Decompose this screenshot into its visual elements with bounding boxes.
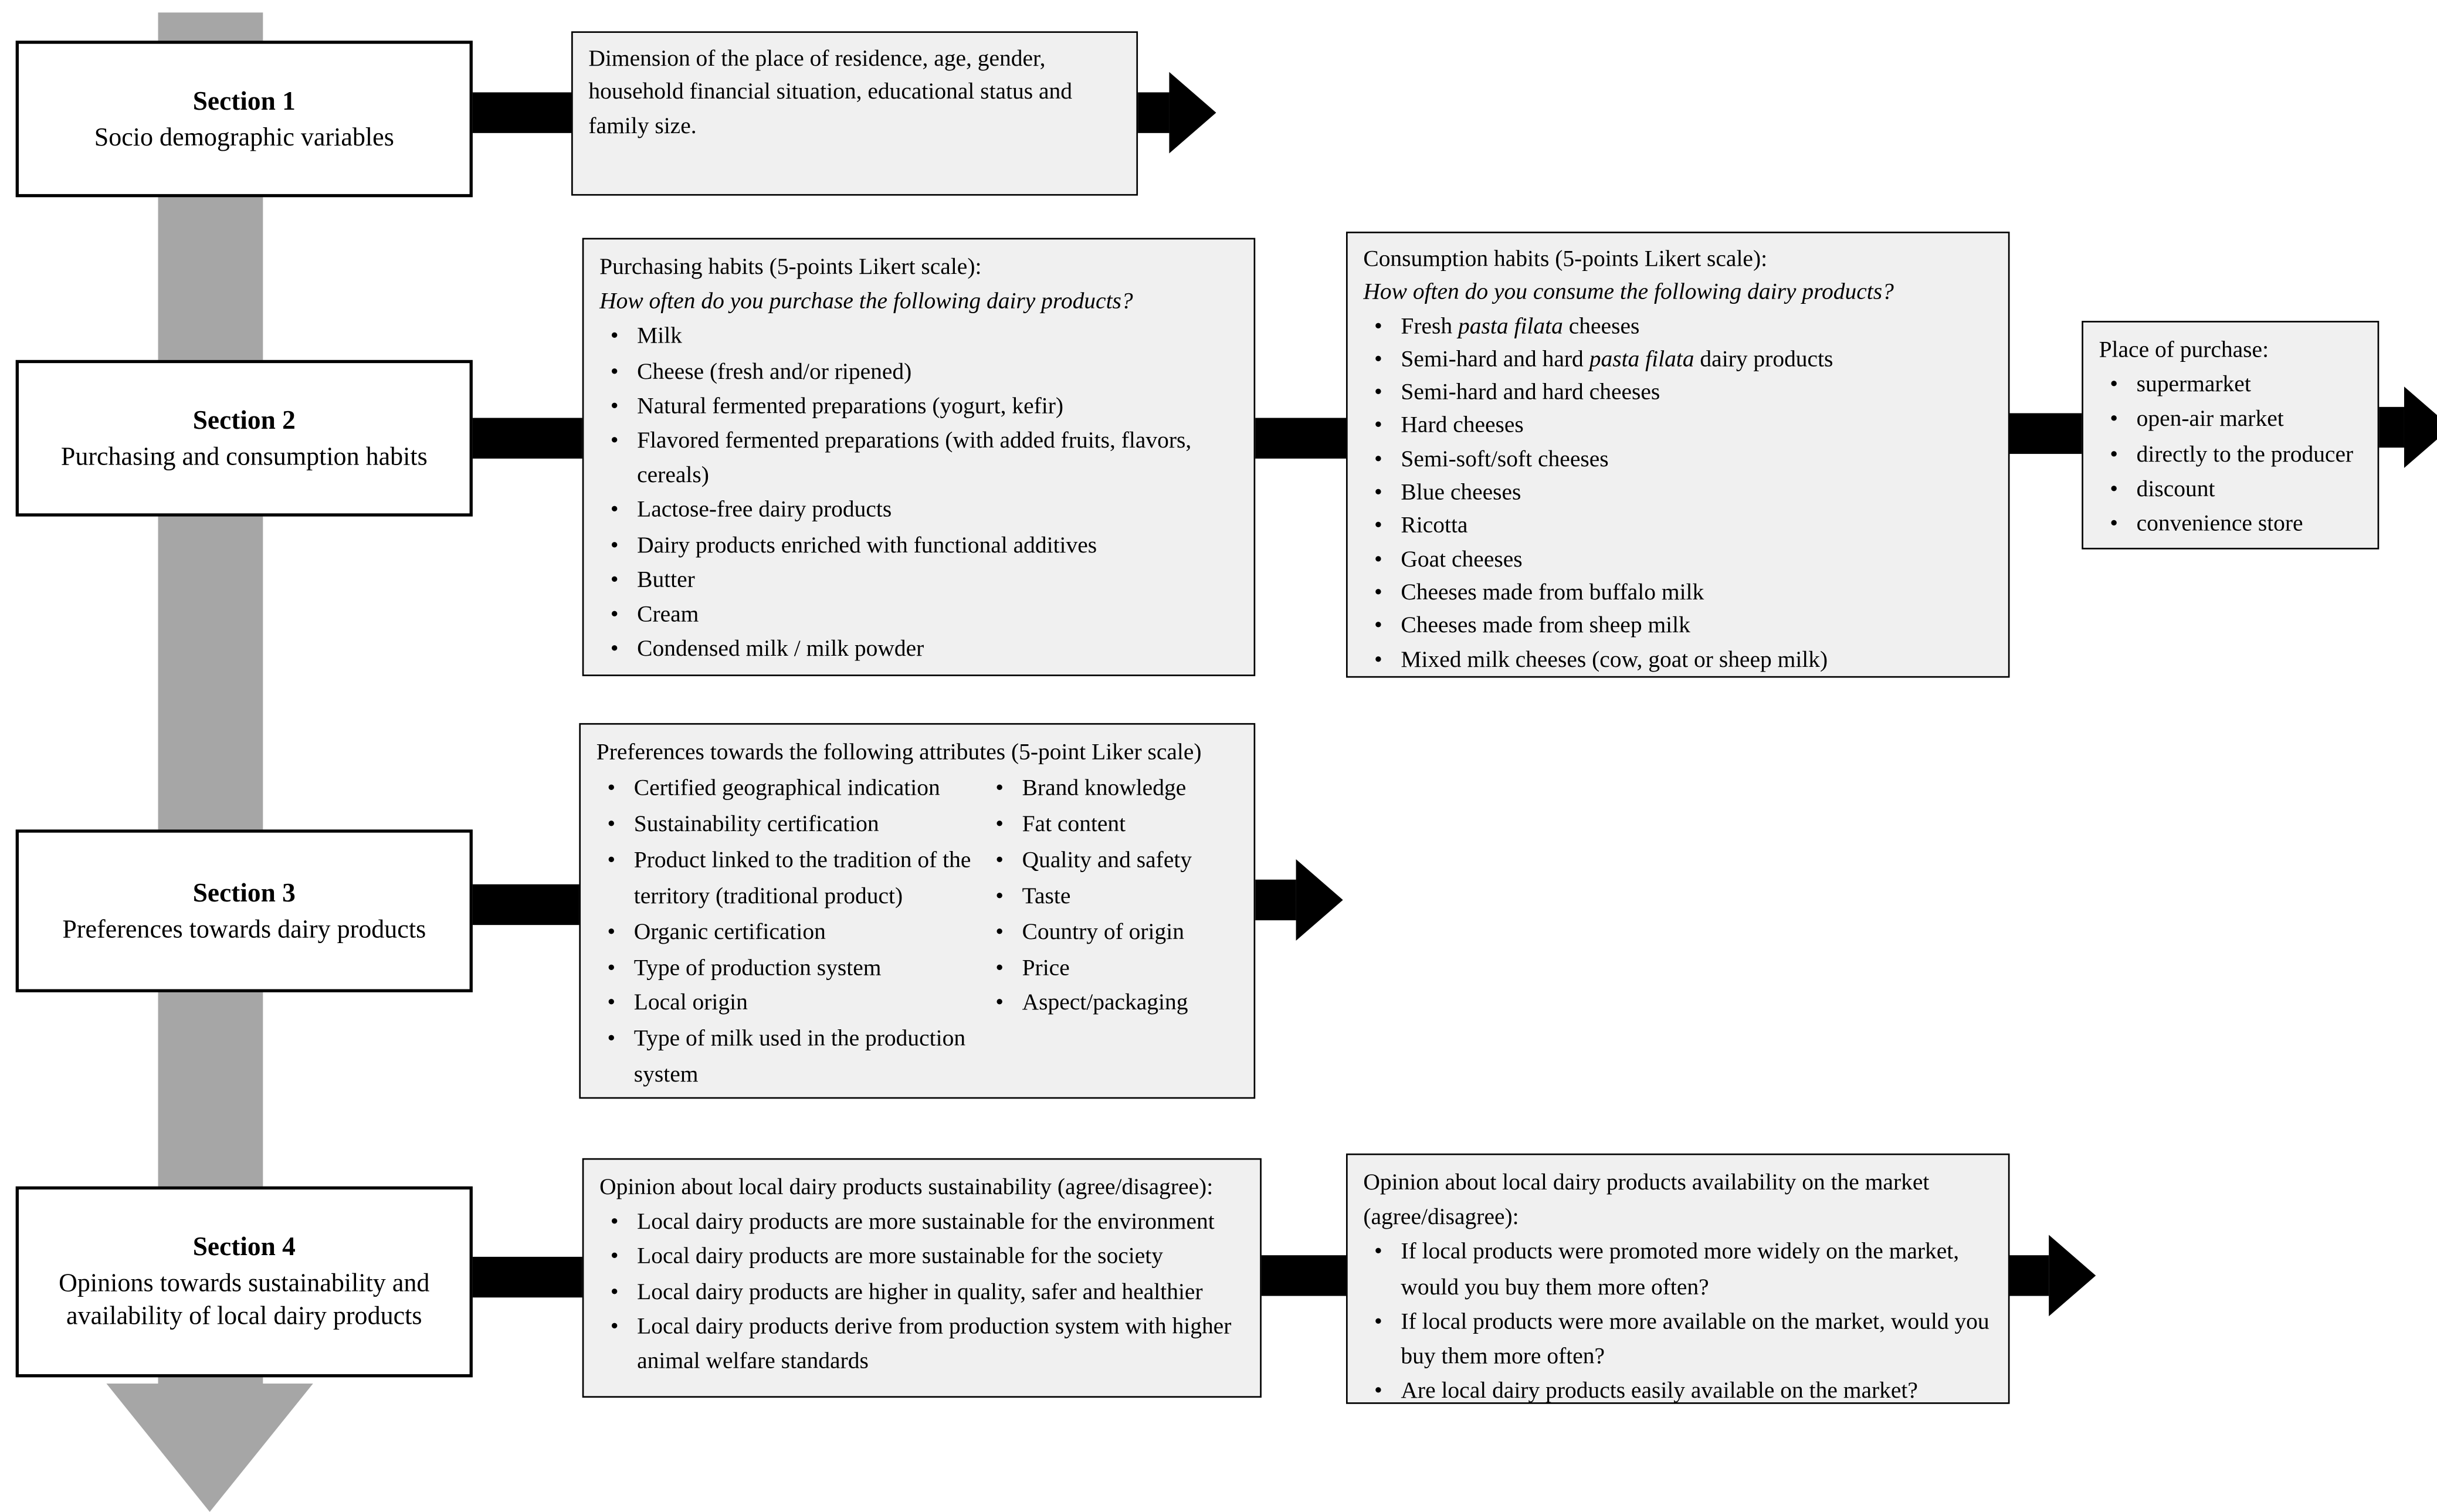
list-item-text: Lactose-free dairy products: [637, 498, 892, 524]
bullet-icon: •: [610, 1314, 619, 1340]
list-item: [1363, 477, 1992, 511]
bullet-icon: •: [607, 991, 616, 1017]
list-item: [599, 563, 1238, 598]
section-3-title: Section 3: [192, 877, 296, 908]
section-4-subtitle: Opinions towards sustainability and availability of local dairy products: [59, 1267, 430, 1331]
bullet-icon: •: [610, 1210, 619, 1236]
connector-section1: [473, 92, 579, 133]
purchasing-habits-box: [582, 238, 1255, 676]
list-item: [1363, 611, 1992, 644]
exit-arrow-row2-shaft: [2376, 407, 2404, 448]
list-item: [1363, 378, 1992, 411]
list-item-text: Taste: [1022, 883, 1071, 909]
list-item: [1363, 1236, 1992, 1305]
section-4-title: Section 4: [192, 1232, 296, 1262]
list-item: [985, 951, 1238, 986]
bullet-icon: •: [607, 1027, 616, 1053]
list-item: [599, 1205, 1244, 1240]
list-item: [2099, 507, 2362, 541]
list-item: [599, 389, 1238, 424]
section-2-subtitle: Purchasing and consumption habits: [60, 440, 428, 471]
list-item-text: Are local dairy products easily available on the market?: [1401, 1379, 1918, 1405]
list-item-text: Type of production system: [633, 955, 882, 981]
bullet-icon: •: [1374, 1379, 1382, 1405]
bullet-icon: •: [1374, 347, 1382, 372]
preferences-left-list: [596, 771, 978, 1094]
preferences-title: Preferences towards the following attributes (5-point Liker scale): [596, 740, 1202, 765]
list-item-text: Local dairy products are higher in quality, safer and healthier: [637, 1279, 1203, 1305]
vertical-flow-arrow-head-icon: [106, 1384, 313, 1512]
list-item: [985, 771, 1238, 807]
list-item: [985, 879, 1238, 915]
list-item-text: Local origin: [633, 991, 748, 1017]
list-item-text: Milk: [637, 324, 682, 350]
purchasing-title: Purchasing habits (5-points Likert scale):: [599, 255, 982, 280]
list-item-text: Product linked to the tradition of the territory (traditional product): [633, 847, 971, 909]
list-item-text: Fresh pasta filata cheeses: [1401, 314, 1640, 340]
exit-arrow-row3-head-icon: [1296, 859, 1343, 941]
list-item-text: If local products were more available on the market, would you buy them more often?: [1401, 1309, 1989, 1369]
bullet-icon: •: [1374, 1309, 1382, 1335]
demographics-box: [571, 31, 1138, 195]
list-item-text: Cheeses made from sheep milk: [1401, 613, 1690, 639]
connector-section3: [473, 884, 582, 925]
list-item: [599, 424, 1238, 493]
list-item: [596, 808, 978, 843]
list-item-text: open-air market: [2136, 407, 2284, 433]
list-item: [599, 598, 1238, 632]
list-item-text: Organic certification: [633, 920, 826, 945]
list-item: [985, 915, 1238, 951]
list-item-text: Price: [1022, 955, 1070, 981]
list-item: [1363, 311, 1992, 344]
list-item: [2099, 368, 2362, 403]
list-item: [599, 493, 1238, 528]
bullet-icon: •: [610, 533, 619, 558]
bullet-icon: •: [607, 847, 616, 873]
list-item: [1363, 578, 1992, 611]
sustainability-list: [599, 1205, 1244, 1379]
bullet-icon: •: [1374, 580, 1382, 606]
bullet-icon: •: [995, 883, 1004, 909]
bullet-icon: •: [607, 920, 616, 945]
list-item: [599, 1310, 1244, 1379]
list-item-text: Cheese (fresh and/or ripened): [637, 359, 912, 385]
list-item-text: Mixed milk cheeses (cow, goat or sheep milk): [1401, 647, 1828, 673]
list-item-text: Cream: [637, 602, 699, 628]
bullet-icon: •: [995, 776, 1004, 802]
section-2-title: Section 2: [192, 405, 296, 435]
availability-title: Opinion about local dairy products availability on the market (agree/disagree):: [1363, 1171, 1930, 1231]
list-item-text: Type of milk used in the production system: [633, 1027, 966, 1089]
vertical-flow-arrow-shaft: [158, 12, 263, 1386]
list-item: [1363, 544, 1992, 578]
bullet-icon: •: [610, 498, 619, 524]
section-1-subtitle: Socio demographic variables: [94, 121, 394, 152]
list-item: [1363, 1374, 1992, 1409]
list-item: [2099, 403, 2362, 438]
list-item: [1363, 411, 1992, 444]
list-item: [985, 843, 1238, 879]
list-item: [599, 1275, 1244, 1310]
list-item: [2099, 472, 2362, 507]
list-item-text: Sustainability certification: [633, 812, 879, 838]
list-item-text: Cheeses made from buffalo milk: [1401, 580, 1704, 606]
list-item: [1363, 1305, 1992, 1374]
place-of-purchase-box: [2082, 321, 2379, 550]
list-item-text: Certified geographical indication: [633, 776, 940, 802]
bullet-icon: •: [995, 847, 1004, 873]
exit-arrow-row3-shaft: [1255, 880, 1296, 920]
bullet-icon: •: [2110, 477, 2119, 502]
bullet-icon: •: [610, 1279, 619, 1305]
connector-consumption-place: [2006, 413, 2085, 454]
bullet-icon: •: [995, 955, 1004, 981]
availability-opinion-box: [1346, 1154, 2009, 1404]
list-item-text: Condensed milk / milk powder: [637, 637, 924, 662]
bullet-icon: •: [610, 429, 619, 454]
list-item: [596, 951, 978, 986]
list-item-text: Flavored fermented preparations (with added fruits, flavors, cereals): [637, 429, 1192, 489]
demographics-text: Dimension of the place of residence, age, gender, household financial situation, educational status and family size.: [588, 47, 1073, 140]
bullet-icon: •: [610, 1245, 619, 1270]
bullet-icon: •: [1374, 380, 1382, 406]
bullet-icon: •: [607, 955, 616, 981]
bullet-icon: •: [1374, 447, 1382, 473]
list-item: [2099, 438, 2362, 472]
bullet-icon: •: [610, 394, 619, 419]
bullet-icon: •: [607, 776, 616, 802]
list-item: [596, 986, 978, 1022]
list-item: [1363, 511, 1992, 544]
list-item: [596, 915, 978, 951]
consumption-question: How often do you consume the following dairy products?: [1363, 280, 1894, 306]
place-of-purchase-list: [2099, 368, 2362, 542]
section-1-title: Section 1: [192, 86, 296, 116]
list-item-text: Blue cheeses: [1401, 480, 1521, 506]
list-item-text: Natural fermented preparations (yogurt, kefir): [637, 394, 1064, 419]
list-item: [599, 528, 1238, 563]
exit-arrow-row1-shaft: [1138, 92, 1169, 133]
list-item: [985, 808, 1238, 843]
list-item: [596, 771, 978, 807]
list-item-text: Aspect/packaging: [1022, 991, 1188, 1017]
bullet-icon: •: [610, 602, 619, 628]
bullet-icon: •: [610, 324, 619, 350]
list-item: [599, 632, 1238, 667]
section-3-box: [16, 829, 473, 992]
list-item-text: supermarket: [2136, 372, 2251, 398]
section-4-box: [16, 1186, 473, 1378]
place-of-purchase-title: Place of purchase:: [2099, 338, 2269, 364]
list-item: [599, 355, 1238, 389]
list-item-text: Goat cheeses: [1401, 547, 1523, 572]
bullet-icon: •: [1374, 647, 1382, 673]
purchasing-question: How often do you purchase the following dairy products?: [599, 290, 1133, 315]
section-1-box: [16, 40, 473, 197]
bullet-icon: •: [1374, 514, 1382, 539]
bullet-icon: •: [2110, 442, 2119, 467]
list-item-text: directly to the producer: [2136, 442, 2354, 467]
list-item: [596, 843, 978, 915]
bullet-icon: •: [610, 359, 619, 385]
exit-arrow-row4-shaft: [2009, 1255, 2049, 1296]
bullet-icon: •: [1374, 547, 1382, 572]
bullet-icon: •: [610, 567, 619, 593]
exit-arrow-row1-head-icon: [1169, 72, 1216, 154]
bullet-icon: •: [610, 637, 619, 662]
connector-section4: [473, 1257, 585, 1297]
list-item-text: Semi-soft/soft cheeses: [1401, 447, 1609, 473]
consumption-title: Consumption habits (5-points Likert scale):: [1363, 247, 1768, 273]
bullet-icon: •: [1374, 314, 1382, 340]
list-item: [596, 1023, 978, 1094]
bullet-icon: •: [995, 920, 1004, 945]
bullet-icon: •: [1374, 480, 1382, 506]
list-item-text: Local dairy products derive from production system with higher animal welfare standards: [637, 1314, 1232, 1374]
list-item: [1363, 444, 1992, 477]
bullet-icon: •: [2110, 372, 2119, 398]
list-item-text: Local dairy products are more sustainable for the environment: [637, 1210, 1215, 1236]
section-2-box: [16, 360, 473, 517]
bullet-icon: •: [607, 812, 616, 838]
bullet-icon: •: [995, 812, 1004, 838]
bullet-icon: •: [1374, 413, 1382, 439]
list-item-text: discount: [2136, 477, 2215, 502]
preferences-box: [579, 723, 1255, 1099]
list-item-text: Hard cheeses: [1401, 413, 1524, 439]
bullet-icon: •: [995, 991, 1004, 1017]
list-item-text: Country of origin: [1022, 920, 1185, 945]
list-item: [599, 1240, 1244, 1275]
list-item-text: Quality and safety: [1022, 847, 1192, 873]
sustainability-opinion-box: [582, 1158, 1262, 1398]
connector-section2: [473, 418, 585, 459]
consumption-list: [1363, 311, 1992, 677]
availability-list: [1363, 1236, 1992, 1409]
connector-sustainability-availability: [1259, 1255, 1350, 1296]
bullet-icon: •: [1374, 1240, 1382, 1266]
exit-arrow-row2-head-icon: [2404, 387, 2437, 468]
preferences-right-list: [978, 771, 1238, 1094]
list-item: [599, 320, 1238, 354]
section-3-subtitle: Preferences towards dairy products: [62, 913, 426, 944]
list-item: [1363, 644, 1992, 677]
list-item-text: Semi-hard and hard pasta filata dairy products: [1401, 347, 1833, 372]
list-item-text: Semi-hard and hard cheeses: [1401, 380, 1660, 406]
list-item-text: Ricotta: [1401, 514, 1468, 539]
list-item-text: Butter: [637, 567, 695, 593]
bullet-icon: •: [1374, 613, 1382, 639]
list-item-text: If local products were promoted more widely on the market, would you buy them more often?: [1401, 1240, 1960, 1300]
list-item-text: Dairy products enriched with functional additives: [637, 533, 1097, 558]
list-item-text: Local dairy products are more sustainable for the society: [637, 1245, 1164, 1270]
list-item-text: Brand knowledge: [1022, 776, 1187, 802]
bullet-icon: •: [2110, 511, 2119, 537]
list-item: [985, 986, 1238, 1022]
list-item: [1363, 344, 1992, 378]
purchasing-list: [599, 320, 1238, 667]
bullet-icon: •: [2110, 407, 2119, 433]
exit-arrow-row4-head-icon: [2049, 1235, 2096, 1317]
connector-purchasing-consumption: [1252, 418, 1349, 459]
sustainability-title: Opinion about local dairy products sustainability (agree/disagree):: [599, 1175, 1214, 1201]
list-item-text: Fat content: [1022, 812, 1126, 838]
consumption-habits-box: [1346, 232, 2009, 678]
list-item-text: convenience store: [2136, 511, 2303, 537]
